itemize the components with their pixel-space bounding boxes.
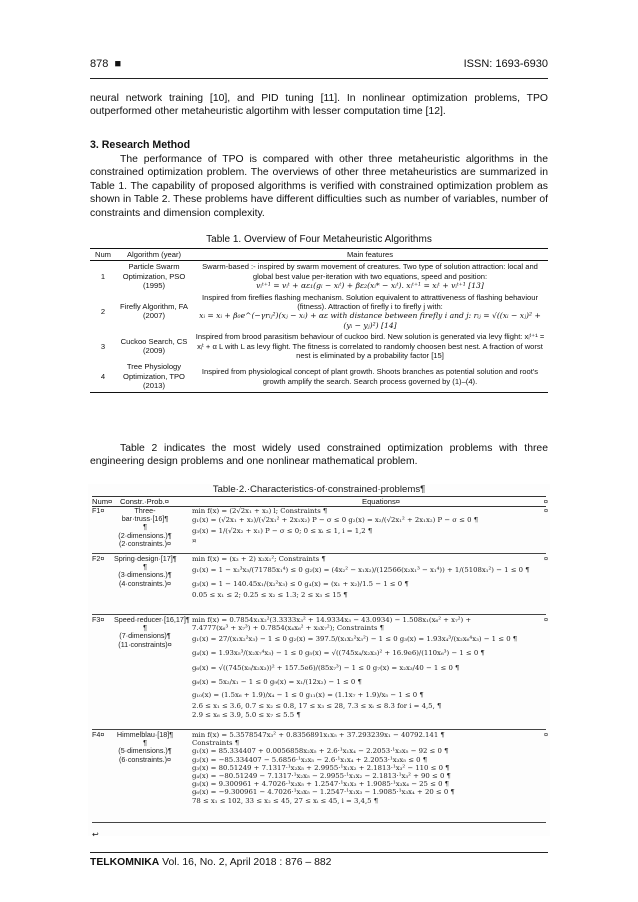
cell-end-mark: ¤ xyxy=(544,615,548,624)
equation-line: 78 ≤ x₁ ≤ 102, 33 ≤ x₂ ≤ 45, 27 ≤ xᵢ ≤ 45, i = 3,4,5 ¶ xyxy=(192,796,379,805)
problem-line: (11·constraints)¤ xyxy=(118,639,172,649)
table1-equation: xᵢ = xᵢ + β₀e^(−γrᵢⱼ²)(xⱼ − xᵢ) + αε with distance between firefly i and j: rᵢⱼ = √((xᵢ − xⱼ)² + (yᵢ − yⱼ)²) [14] xyxy=(199,311,541,330)
problem-line: ¶ xyxy=(143,623,147,633)
problem-line: (4·constraints.)¤ xyxy=(119,578,171,588)
table1-cell-features: Inspired from physiological concept of plant growth. Shoots branches as potential solution and root's growth amplify the search. Search process governed by (1)–(4). xyxy=(192,361,548,392)
equation-line: g₃(x) = 1 − 140.45x₁/(x₂²x₃) ≤ 0 g₄(x) = (x₁ + x₂)/1.5 − 1 ≤ 0 ¶ xyxy=(192,580,409,589)
equation-line: g₃(x) = 80.51249 + 7.1317·¹x₂x₅ + 2.9955·¹x₁x₂ + 2.1813·¹x₃² − 110 ≤ 0 ¶ xyxy=(192,763,450,772)
page-footer xyxy=(90,857,331,868)
equation-line: 0.05 ≤ x₁ ≤ 2; 0.25 ≤ x₂ ≤ 1.3; 2 ≤ x₃ ≤ 15 ¶ xyxy=(192,591,348,600)
equation-line: min f(x) = (x₃ + 2) x₂x₁²; Constraints ¶ xyxy=(192,555,326,563)
table1-cell-algorithm: Cuckoo Search, CS (2009) xyxy=(120,336,188,356)
table1-cell-num: 3 xyxy=(100,341,106,351)
header-rule xyxy=(90,78,548,79)
table1-cell-num: 2 xyxy=(100,306,106,316)
problem-line: (7·dimensions)¶ xyxy=(119,631,171,641)
table-row xyxy=(92,616,546,728)
table2-cell-equations xyxy=(192,731,532,805)
table2-intro: Table 2 indicates the most widely used constrained optimization problems with three engineering design problems and one nonlinear mathematical problem. xyxy=(90,443,548,468)
table1 xyxy=(90,248,548,393)
problem-line: Himmelblau·[18]¶ xyxy=(116,730,174,739)
cell-end-mark: ¤ xyxy=(544,730,548,739)
page-number: 878 ■ xyxy=(90,58,122,70)
equation-line: min f(x) = 5.3578547x₃² + 0.8356891x₁x₅ + 37.293239x₁ − 40792.141 ¶ xyxy=(192,731,445,739)
problem-line: Spring·design·[17]¶ xyxy=(114,554,177,563)
table2-image xyxy=(88,484,550,836)
table2-header-problem: Constr.·Prob.¤ xyxy=(120,497,169,506)
table-row xyxy=(90,361,548,392)
cell-end-mark: ¤ xyxy=(544,506,548,515)
equation-line: Constraints ¶ xyxy=(192,739,240,748)
equation-line: g₂(x) = −85.334407 − 5.6856·¹x₂x₅ − 2.6·¹x₁x₄ + 2.2053·¹x₃x₅ ≤ 0 ¶ xyxy=(192,755,428,764)
table1-cell-algorithm: Tree Physiology Optimization, TPO (2013) xyxy=(116,361,192,392)
table2-cell-equations xyxy=(192,507,532,545)
table1-features-text: Inspired from fireflies flashing mechanism. Solution equivalent to attrattiveness of flashing behaviour (fitness). Attraction of firefly i to firefly j with: xyxy=(202,292,538,312)
table-row xyxy=(92,555,546,613)
footer-rule xyxy=(90,852,548,853)
equation-line: 2.9 ≤ x₆ ≤ 3.9, 5.0 ≤ x₇ ≤ 5.5 ¶ xyxy=(192,710,301,719)
equation-line: g₁(x) = 1 − x₂³x₃/(71785x₁⁴) ≤ 0 g₂(x) = (4x₂² − x₁x₂)/(12566(x₂x₁³ − x₁⁴)) + 1/(5108x₁²) − 1 ≤ 0 ¶ xyxy=(192,566,530,575)
equation-line: g₄(x) = 1.93x₅³/(x₂x₇⁴x₃) − 1 ≤ 0 g₅(x) = √((745x₄/x₂x₃)² + 16.9e6)/(110x₆³) − 1 ≤ 0 ¶ xyxy=(192,649,485,658)
table-row xyxy=(92,731,546,817)
table2-header-row xyxy=(92,496,546,507)
table1-header-algorithm: Algorithm (year) xyxy=(116,249,192,261)
table2-cell-num: F3¤ xyxy=(92,615,105,624)
table-row xyxy=(92,507,546,553)
cell-end-mark: ¤ xyxy=(544,554,548,563)
issn: ISSN: 1693-6930 xyxy=(463,58,548,70)
equation-line: 2.6 ≤ x₁ ≤ 3.6, 0.7 ≤ x₂ ≤ 0.8, 17 ≤ x₃ ≤ 28, 7.3 ≤ xᵢ ≤ 8.3 for i = 4,5, ¶ xyxy=(192,702,442,711)
section-paragraph: The performance of TPO is compared with other three metaheuristic algorithms in the constrained optimization problem. The overviews of other three metaheuristics are summarized in Table 1. The capability of proposed algorithms is verified with constrained optimization problem as shown in Table 2. These problems have different difficulties such as number of variables, number of constraints and dimension complexity. xyxy=(90,154,548,219)
equation-line: min f(x) = (2√2x₁ + x₂) l; Constraints ¶ xyxy=(192,507,328,515)
table1-cell-features xyxy=(192,292,548,332)
problem-line: ¶ xyxy=(143,738,147,748)
table2-cell-problem xyxy=(114,731,176,764)
table2-cell-problem xyxy=(114,507,176,548)
problem-line: (2·constraints.)¤ xyxy=(119,538,171,548)
intro-paragraph: neural network training [10], and PID tuning [11]. In nonlinear optimization problems, TPO outperformed other metaheuristic algortihm with lesser computation time [12]. xyxy=(90,93,548,118)
table1-header-num: Num xyxy=(90,249,116,261)
equation-line: g₃(x) = 1/(√2x₂ + x₁) P − σ ≤ 0; 0 ≤ xᵢ ≤ 1, i = 1,2 ¶ xyxy=(192,527,373,536)
problem-line: Three-bar·truss·[16]¶ xyxy=(121,506,169,524)
table1-features-text: Swarm-based :- inspired by swarm movement of creatures. Two type of solution attraction: local and global best value per-iteration with two equations, speed and position: xyxy=(202,262,538,281)
table-row xyxy=(90,261,548,292)
equation-line: min f(x) = 0.7854x₁x₂²(3.3333x₃² + 14.9334x₃ − 43.0934) − 1.508x₁(x₆² + x₇²) + xyxy=(192,616,472,624)
journal-name: TELKOMNIKA xyxy=(90,857,160,868)
table1-cell-num: 1 xyxy=(100,271,106,281)
equation-line: g₁₀(x) = (1.5x₆ + 1.9)/x₄ − 1 ≤ 0 g₁₁(x) = (1.1x₇ + 1.9)/x₅ − 1 ≤ 0 ¶ xyxy=(192,691,424,700)
table1-equation: vᵢᵗ⁺¹ = vᵢᵗ + αε₁(gᵢ − xᵢᵗ) + βε₂(xᵢ* − xᵢᵗ). xᵢᵗ⁺¹ = xᵢᵗ + vᵢᵗ⁺¹ [13] xyxy=(256,281,484,291)
section-title: 3. Research Method xyxy=(90,139,191,151)
problem-line: (5·dimensions.)¶ xyxy=(118,746,172,756)
table2-header-num: Num¤ xyxy=(92,497,113,506)
table1-header-features: Main features xyxy=(192,249,548,261)
table2-bottom-rule xyxy=(92,822,546,823)
table1-cell-features: Inspired from brood parasitism behaviour of cuckoo bird. New solution is generated via levy flight: xᵢᵗ⁺¹ = xᵢᵗ + α L with L as levy flight. The fitness is correlated to randomly choosen best nest. A fraction of worst nest is eliminated by a probability factor [15] xyxy=(195,332,545,361)
equation-line: g₁(x) = 85.334407 + 0.0056858x₂x₅ + 2.6·¹x₁x₄ − 2.2053·¹x₃x₅ − 92 ≤ 0 ¶ xyxy=(192,747,449,756)
table1-caption: Table 1. Overview of Four Metaheuristic Algorithms xyxy=(206,234,432,245)
table2-cell-problem xyxy=(114,615,190,649)
equation-line: g₆(x) = √((745(x₅/x₂x₃))² + 157.5e6)/(85x₇³) − 1 ≤ 0 g₇(x) = x₂x₃/40 − 1 ≤ 0 ¶ xyxy=(192,664,460,673)
equation-line: g₈(x) = 5x₂/x₁ − 1 ≤ 0 g₉(x) = x₁/(12x₂) − 1 ≤ 0 ¶ xyxy=(192,678,362,687)
table1-cell-algorithm: Firefly Algorithm, FA (2007) xyxy=(120,302,188,321)
equation-line: g₁(x) = (√2x₁ + x₂)/(√2x₁² + 2x₁x₂) P − σ ≤ 0 g₂(x) = x₂/(√2x₁² + 2x₁x₂) P − σ ≤ 0 ¶ xyxy=(192,516,479,525)
problem-line: (6·constraints.)¤ xyxy=(119,754,171,764)
problem-line: Speed·reducer·[16,17]¶ xyxy=(114,615,190,624)
table1-cell-num: 4 xyxy=(90,361,116,392)
problem-line: ¶ xyxy=(143,522,147,532)
table1-cell-algorithm: Particle Swarm Optimization, PSO (1995) xyxy=(122,262,186,291)
equation-line: g₅(x) = 9.300961 + 4.7026·¹x₃x₅ + 1.2547·¹x₁x₃ + 1.9085·¹x₃x₄ − 25 ≤ 0 ¶ xyxy=(192,780,450,789)
table2-cell-num: F4¤ xyxy=(92,730,105,739)
equation-line: 7.4777(x₆³ + x₇³) + 0.7854(x₄x₆² + x₅x₇²); Constraints ¶ xyxy=(192,624,384,633)
paragraph-end-mark: ↩ xyxy=(92,830,99,839)
table2-header-end: ¤ xyxy=(543,497,548,506)
problem-line: ¶ xyxy=(143,562,147,572)
equation-line: g₄(x) = −80.51249 − 7.1317·¹x₂x₅ − 2.9955·¹x₁x₂ − 2.1813·¹x₃² + 90 ≤ 0 ¶ xyxy=(192,772,451,781)
table-row xyxy=(90,331,548,361)
table2-cell-num: F1¤ xyxy=(92,506,105,515)
page-header xyxy=(90,58,548,76)
table2-cell-equations xyxy=(192,616,532,719)
table2-caption: Table·2.·Characteristics·of·constrained·problems¶ xyxy=(212,484,426,495)
journal-details: Vol. 16, No. 2, April 2018 : 876 – 882 xyxy=(162,857,332,868)
equation-line: g₆(x) = −9.300961 − 4.7026·¹x₃x₅ − 1.2547·¹x₁x₃ − 1.9085·¹x₃x₄ + 20 ≤ 0 ¶ xyxy=(192,788,455,797)
equation-line: ¤ xyxy=(192,537,197,546)
table2-cell-equations xyxy=(192,555,532,599)
table2-header-equations: Equations¤ xyxy=(362,497,400,506)
table-row xyxy=(90,292,548,332)
table1-header-row xyxy=(90,249,548,261)
table2-cell-problem xyxy=(114,555,176,588)
equation-line: g₁(x) = 27/(x₁x₂²x₃) − 1 ≤ 0 g₂(x) = 397.5/(x₁x₂²x₃²) − 1 ≤ 0 g₃(x) = 1.93x₄³/(x₂x₆⁴x₃) − 1 ≤ 0 ¶ xyxy=(192,635,518,644)
table2-cell-num: F2¤ xyxy=(92,554,105,563)
problem-line: (3·dimensions.)¶ xyxy=(118,570,172,580)
table1-cell-features xyxy=(192,261,548,292)
problem-line: (2·dimensions.)¶ xyxy=(118,530,172,540)
